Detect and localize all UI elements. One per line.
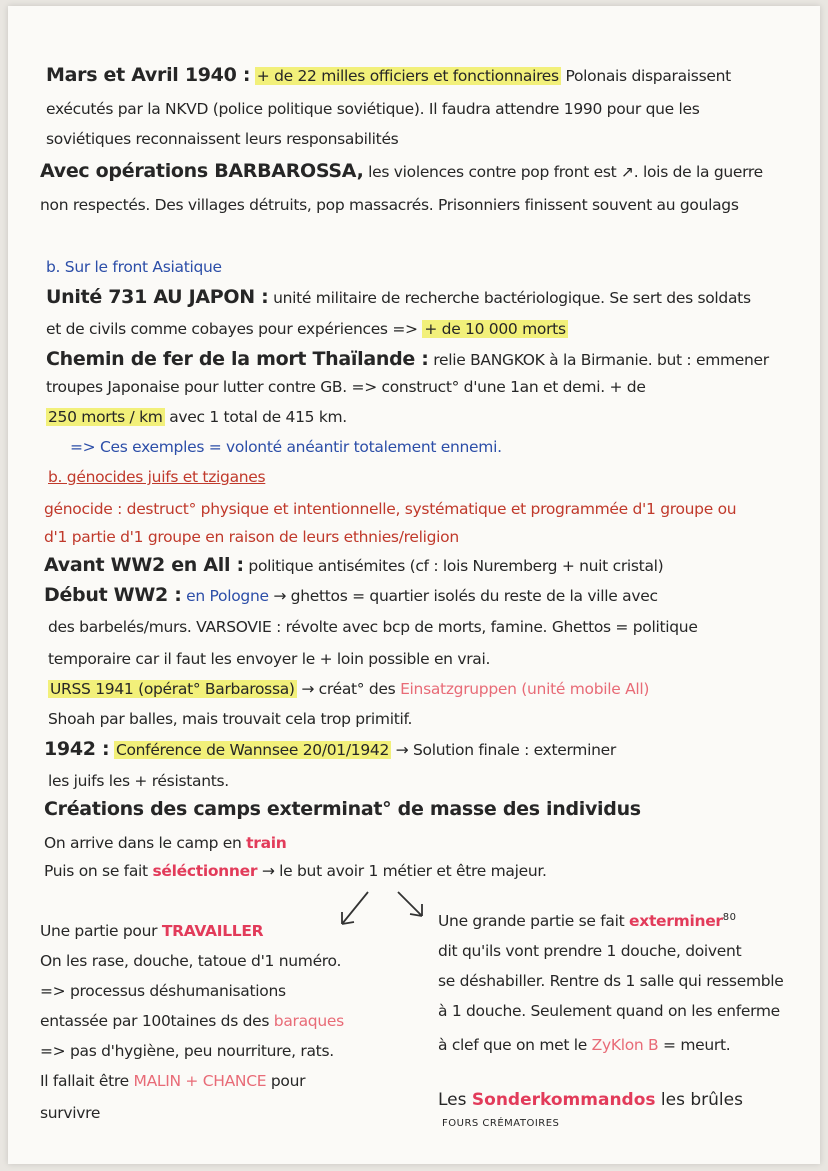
text-line (438, 1036, 730, 1054)
text-span: = meurt. (658, 1036, 731, 1054)
date-heading: Mars et Avril 1940 : (46, 64, 251, 86)
text-span: ZyKlon B (591, 1036, 659, 1054)
text-line: des barbelés/murs. VARSOVIE : révolte avec bcp de morts, famine. Ghettos = politique (48, 618, 698, 636)
bold-heading: 1942 : (44, 738, 110, 760)
text-span: On les rase, douche, tatoue d'1 numéro. (40, 952, 342, 970)
text-line: Shoah par balles, mais trouvait cela trop primitif. (48, 710, 413, 728)
text-line (44, 554, 663, 576)
text-line (46, 64, 731, 86)
bold-heading: Unité 731 AU JAPON : (46, 286, 269, 308)
text-line: => pas d'hygiène, peu nourriture, rats. (40, 1042, 334, 1060)
text-span: avec 1 total de 415 km. (164, 408, 347, 426)
text-span: Sonderkommandos (471, 1090, 656, 1110)
text-span: pour (266, 1072, 306, 1090)
text-line (44, 862, 547, 880)
text-span: → ghettos = quartier isolés du reste de la ville avec (268, 587, 658, 605)
text-line: dit qu'ils vont prendre 1 douche, doivent (438, 942, 742, 960)
text-line: à 1 douche. Seulement quand on les enferme (438, 1002, 780, 1020)
highlight: URSS 1941 (opérat° Barbarossa) (50, 680, 295, 698)
text-span: unité militaire de recherche bactériologique. Se sert des soldats (268, 289, 751, 307)
text-span: séléctionner (152, 862, 258, 880)
bold-heading: Chemin de fer de la mort Thaïlande : (46, 348, 429, 370)
text-span: les violences contre pop front est ↗. lois de la guerre (363, 163, 763, 181)
text-line (44, 584, 658, 606)
conclusion-line: => Ces exemples = volonté anéantir totalement ennemi. (70, 438, 502, 456)
text-span: Einsatzgruppen (unité mobile All) (400, 680, 650, 698)
text-span: baraques (273, 1012, 344, 1030)
text-line (46, 286, 751, 308)
text-span: Une partie pour (40, 922, 162, 940)
text-line: survivre (40, 1104, 101, 1122)
bold-heading: Avec opérations BARBAROSSA, (40, 160, 364, 182)
text-line (46, 320, 568, 338)
text-line: les juifs les + résistants. (48, 772, 229, 790)
caption-line: FOURS CRÉMATOIRES (442, 1118, 560, 1129)
text-span: entassée par 100taines ds des (40, 1012, 274, 1030)
section-heading: b. génocides juifs et tziganes (48, 468, 266, 486)
text-span: train (246, 834, 287, 852)
text-line (438, 912, 737, 930)
text-line (46, 348, 769, 370)
text-span: exterminer (629, 912, 723, 931)
bold-heading: Début WW2 : (44, 584, 182, 606)
notebook-page (8, 6, 820, 1164)
text-line: troupes Japonaise pour lutter contre GB. => construct° d'une 1an et demi. + de (46, 378, 646, 396)
text-span: Une grande partie se fait (438, 912, 630, 931)
text-span: → créat° des (296, 680, 401, 698)
text-span: TRAVAILLER (161, 922, 264, 940)
text-span: → Solution finale : exterminer (391, 741, 616, 759)
bold-heading: Avant WW2 en All : (44, 554, 244, 576)
text-line: se déshabiller. Rentre ds 1 salle qui ressemble (438, 972, 784, 990)
text-line (40, 160, 763, 182)
highlight: Conférence de Wannsee 20/01/1942 (115, 741, 390, 759)
text-span: Polonais disparaissent (560, 67, 731, 85)
section-heading: b. Sur le front Asiatique (46, 258, 222, 276)
text-line: => processus déshumanisations (40, 982, 286, 1000)
text-span: et de civils comme cobayes pour expériences => (46, 320, 423, 338)
text-span: Puis on se fait (44, 862, 153, 880)
definition-line: d'1 partie d'1 groupe en raison de leurs ethnies/religion (44, 528, 459, 546)
text-span: Les (438, 1090, 472, 1110)
text-line (40, 952, 341, 970)
text-span: politique antisémites (cf : lois Nuremberg + nuit cristal) (243, 557, 664, 575)
text-line (48, 680, 649, 698)
text-line (44, 834, 287, 852)
text-span: On arrive dans le camp en (44, 834, 247, 852)
text-span: 80 (722, 912, 737, 923)
text-line: temporaire car il faut les envoyer le + loin possible en vrai. (48, 650, 491, 668)
text-line (438, 1090, 743, 1110)
text-line (44, 738, 616, 760)
text-span: en Pologne (181, 587, 269, 605)
highlight: + de 22 milles officiers et fonctionnaires (256, 67, 559, 85)
text-span: MALIN + CHANCE (133, 1072, 267, 1090)
text-span: → le but avoir 1 métier et être majeur. (257, 862, 547, 880)
highlight: + de 10 000 morts (424, 320, 566, 338)
definition-line: génocide : destruct° physique et intentionnelle, systématique et programmée d'1 groupe ou (44, 500, 737, 518)
text-line: non respectés. Des villages détruits, pop massacrés. Prisonniers finissent souvent au goulags (40, 196, 739, 214)
text-line (40, 922, 263, 940)
section-heading: Créations des camps exterminat° de masse des individus (44, 798, 641, 820)
text-line: soviétiques reconnaissent leurs responsabilités (46, 130, 399, 148)
text-line (46, 408, 347, 426)
branch-arrows-icon (328, 886, 438, 934)
text-line (40, 1012, 344, 1030)
text-line: exécutés par la NKVD (police politique soviétique). Il faudra attendre 1990 pour que les (46, 100, 700, 118)
highlight: 250 morts / km (48, 408, 163, 426)
text-line (40, 1072, 305, 1090)
text-span: les brûles (655, 1090, 743, 1110)
text-span: relie BANGKOK à la Birmanie. but : emmener (428, 351, 769, 369)
text-span: à clef que on met le (438, 1036, 592, 1054)
text-span: Il fallait être (40, 1072, 134, 1090)
